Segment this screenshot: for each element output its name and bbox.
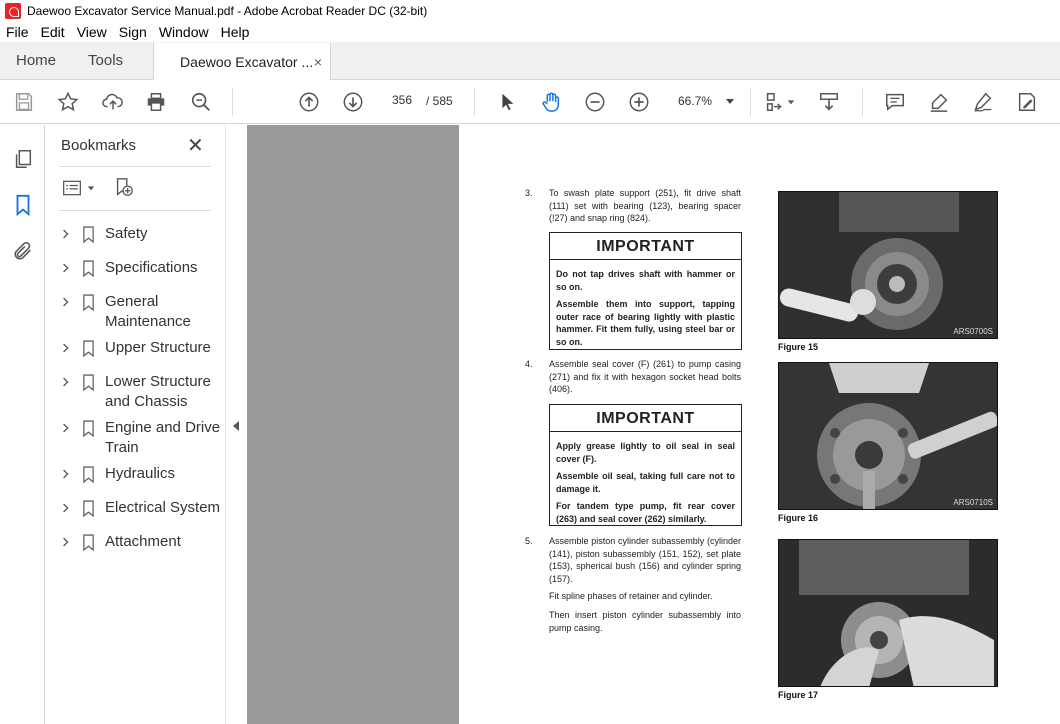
bookmark-label: Safety bbox=[105, 225, 148, 242]
chevron-right-icon[interactable] bbox=[59, 498, 73, 518]
menu-file[interactable]: File bbox=[6, 24, 29, 40]
prev-page-icon[interactable] bbox=[297, 90, 321, 114]
chevron-down-icon bbox=[87, 184, 95, 192]
step-text: Assemble piston cylinder subassembly (cylinder (141), piston subassembly (151, 152), set plate (153), spherical bush (156) and cylinder spring (157). bbox=[549, 536, 741, 584]
bookmark-label: Upper Structure bbox=[105, 339, 211, 356]
zoom-select[interactable] bbox=[670, 90, 740, 112]
attachments-icon[interactable] bbox=[11, 239, 35, 263]
tab-row bbox=[0, 42, 1060, 80]
bookmarks-panel-icon[interactable] bbox=[11, 193, 35, 217]
title-bar bbox=[0, 0, 1060, 22]
bookmark-item-upper-structure[interactable] bbox=[59, 338, 225, 358]
zoom-in-icon[interactable] bbox=[627, 90, 651, 114]
bookmark-label: Specifications bbox=[105, 259, 198, 276]
bookmark-item-specifications[interactable] bbox=[59, 258, 225, 278]
tab-tools[interactable]: Tools bbox=[88, 52, 124, 69]
menu-bar bbox=[0, 22, 1060, 42]
zoom-dropdown-icon bbox=[726, 99, 734, 104]
bookmarks-title: Bookmarks bbox=[61, 137, 137, 154]
important-title: IMPORTANT bbox=[550, 233, 741, 260]
figure-code: ARS0710S bbox=[953, 498, 993, 507]
figure-17-photo bbox=[778, 539, 998, 687]
bookmark-item-general-maintenance[interactable] bbox=[59, 292, 225, 332]
important-line: Apply grease lightly to oil seal in seal cover (F). bbox=[556, 441, 735, 464]
bookmark-label: Hydraulics bbox=[105, 465, 176, 482]
figure-caption: Figure 15 bbox=[778, 342, 819, 352]
bookmark-label: Lower Structure and Chassis bbox=[105, 373, 211, 410]
bookmarks-panel bbox=[45, 125, 225, 724]
bookmark-label: Electrical System bbox=[105, 499, 221, 516]
fill-sign-icon[interactable] bbox=[1015, 90, 1039, 114]
figure-code: ARS0720S bbox=[953, 675, 993, 684]
bookmark-item-attachment[interactable] bbox=[59, 532, 225, 552]
page-number-input[interactable]: 356 bbox=[383, 88, 421, 112]
menu-window[interactable]: Window bbox=[158, 24, 209, 40]
step-number: 5. bbox=[525, 536, 533, 546]
new-bookmark-button[interactable] bbox=[113, 177, 135, 199]
menu-view[interactable]: View bbox=[76, 24, 107, 40]
figure-15-photo bbox=[778, 191, 998, 339]
zoom-out-icon[interactable] bbox=[583, 90, 607, 114]
chevron-right-icon[interactable] bbox=[59, 224, 73, 244]
select-arrow-icon[interactable] bbox=[495, 90, 519, 114]
list-options-icon bbox=[61, 178, 83, 198]
chevron-right-icon[interactable] bbox=[59, 464, 73, 484]
print-icon[interactable] bbox=[144, 90, 168, 114]
bookmark-item-lower-structure[interactable] bbox=[59, 372, 225, 412]
zoom-value: 66.7% bbox=[678, 94, 713, 108]
close-icon[interactable]: ✕ bbox=[187, 135, 204, 157]
step-number: 4. bbox=[525, 359, 533, 369]
step-text: Assemble seal cover (F) (261) to pump casing (271) and fix it with hexagon socket head bolts (406). bbox=[549, 359, 741, 394]
chevron-right-icon[interactable] bbox=[59, 372, 73, 392]
next-page-icon[interactable] bbox=[341, 90, 365, 114]
tab-close-icon[interactable]: × bbox=[313, 53, 323, 70]
toolbar-separator bbox=[232, 88, 233, 116]
figure-code: ARS0700S bbox=[953, 327, 993, 336]
step-text: To swash plate support (251), fit drive shaft (111) set with bearing (123), bearing spacer (!27) and snap ring (824). bbox=[549, 188, 741, 223]
bookmark-icon bbox=[79, 372, 97, 392]
bookmark-icon bbox=[79, 532, 97, 552]
step-number: 3. bbox=[525, 188, 533, 198]
figure-16-photo bbox=[778, 362, 998, 510]
menu-help[interactable]: Help bbox=[220, 24, 250, 40]
important-title: IMPORTANT bbox=[550, 405, 741, 432]
chevron-right-icon[interactable] bbox=[59, 418, 73, 438]
acrobat-icon bbox=[5, 3, 21, 19]
bookmark-label: Attachment bbox=[105, 533, 181, 550]
window-title: Daewoo Excavator Service Manual.pdf - Adobe Acrobat Reader DC (32-bit) bbox=[27, 4, 428, 18]
tab-document-label: Daewoo Excavator ... bbox=[180, 53, 314, 70]
bookmark-star-icon[interactable] bbox=[56, 90, 80, 114]
page-fit-icon[interactable] bbox=[762, 90, 786, 114]
important-line: For tandem type pump, fit rear cover (263) and seal cover (262) similarly. bbox=[556, 501, 735, 524]
toolbar-separator bbox=[474, 88, 475, 116]
panel-collapse-strip[interactable] bbox=[225, 125, 247, 724]
important-line: Assemble them into support, tapping outer race of bearing lightly with plastic hammer. Fit them fully, using steel bar or so on. bbox=[556, 299, 735, 347]
page-total: / 585 bbox=[426, 94, 453, 108]
chevron-right-icon[interactable] bbox=[59, 338, 73, 358]
panel-divider bbox=[59, 210, 211, 211]
scroll-mode-icon[interactable] bbox=[817, 90, 841, 114]
toolbar-separator bbox=[862, 88, 863, 116]
find-icon[interactable] bbox=[189, 90, 213, 114]
document-viewport[interactable] bbox=[247, 125, 1060, 724]
step-text: Fit spline phases of retainer and cylinder. bbox=[549, 591, 713, 601]
important-box bbox=[549, 232, 742, 350]
bookmark-icon bbox=[79, 418, 97, 438]
bookmark-item-safety[interactable] bbox=[59, 224, 225, 244]
menu-edit[interactable]: Edit bbox=[40, 24, 65, 40]
add-bookmark-icon bbox=[113, 177, 135, 199]
tab-home[interactable]: Home bbox=[16, 52, 57, 69]
bookmark-label: Engine and Drive Train bbox=[105, 419, 221, 456]
bookmark-icon bbox=[79, 258, 97, 278]
bookmark-icon bbox=[79, 292, 97, 312]
bookmark-item-electrical-system[interactable] bbox=[59, 498, 225, 518]
important-box bbox=[549, 404, 742, 526]
page-fit-dropdown-icon[interactable] bbox=[786, 90, 796, 114]
comment-icon[interactable] bbox=[883, 90, 907, 114]
sign-icon[interactable] bbox=[971, 90, 995, 114]
pages-thumbnail-icon[interactable] bbox=[11, 147, 35, 171]
save-icon[interactable] bbox=[12, 90, 36, 114]
bookmark-options-button[interactable] bbox=[61, 177, 95, 199]
bookmark-label: General Maintenance bbox=[105, 293, 191, 330]
upload-icon[interactable] bbox=[101, 90, 125, 114]
bookmark-icon bbox=[79, 464, 97, 484]
toolbar-separator bbox=[750, 88, 751, 116]
hand-icon[interactable] bbox=[539, 90, 563, 114]
bookmark-item-engine-drive-train[interactable] bbox=[59, 418, 225, 458]
bookmark-icon bbox=[79, 224, 97, 244]
pdf-page bbox=[459, 125, 1060, 724]
toolbar bbox=[0, 80, 1060, 124]
important-line: Assemble oil seal, taking full care not to damage it. bbox=[556, 471, 735, 494]
figure-caption: Figure 16 bbox=[778, 513, 819, 523]
collapse-arrow-icon[interactable] bbox=[233, 421, 239, 431]
figure-caption: Figure 17 bbox=[778, 690, 819, 700]
bookmark-item-hydraulics[interactable] bbox=[59, 464, 225, 484]
chevron-right-icon[interactable] bbox=[59, 532, 73, 552]
tab-document[interactable] bbox=[153, 43, 331, 80]
bookmark-icon bbox=[79, 338, 97, 358]
bookmark-icon bbox=[79, 498, 97, 518]
menu-sign[interactable]: Sign bbox=[118, 24, 147, 40]
chevron-right-icon[interactable] bbox=[59, 258, 73, 278]
chevron-right-icon[interactable] bbox=[59, 292, 73, 312]
nav-rail bbox=[0, 125, 45, 724]
highlight-icon[interactable] bbox=[927, 90, 951, 114]
panel-divider bbox=[59, 166, 211, 167]
important-line: Do not tap drives shaft with hammer or so on. bbox=[556, 269, 735, 292]
step-text: Then insert piston cylinder subassembly into pump casing. bbox=[549, 610, 741, 633]
